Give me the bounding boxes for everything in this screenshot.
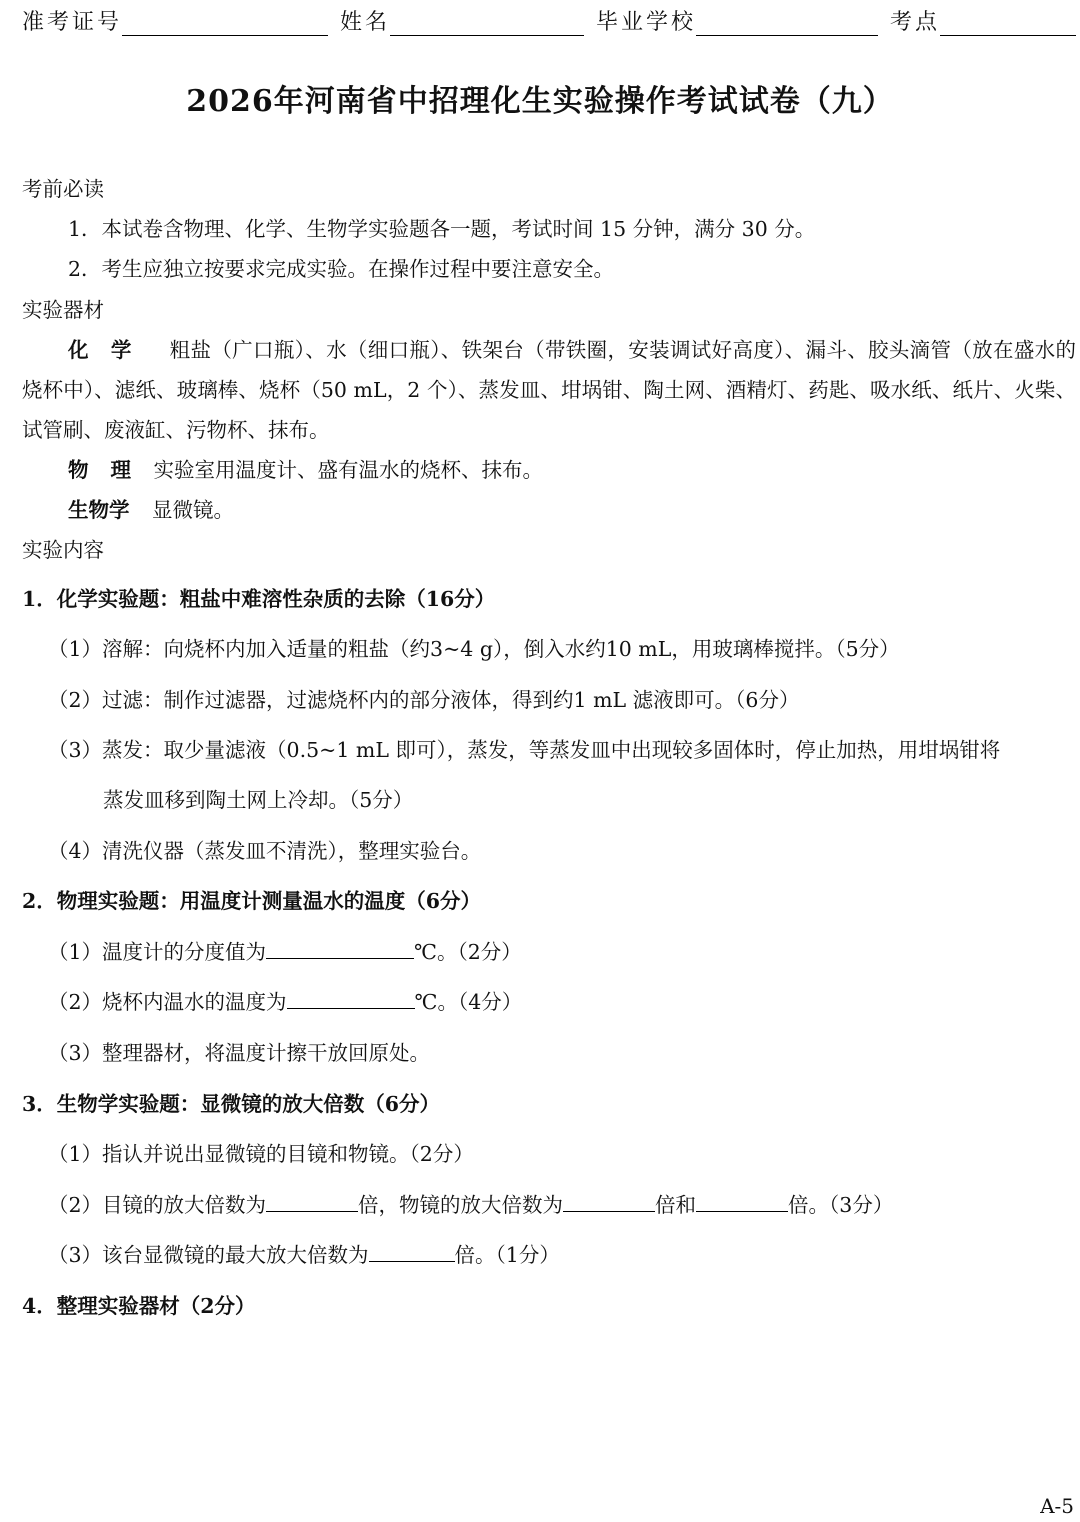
- name-blank[interactable]: [390, 11, 584, 36]
- question-3-step-2-mid: 倍，物镜的放大倍数为: [358, 1193, 564, 1217]
- name-label: 姓名: [340, 10, 391, 35]
- question-3-title: 3．生物学实验题：显微镜的放大倍数（6分）: [22, 1092, 441, 1116]
- notice-item: 2．考生应独立按要求完成实验。在操作过程中要注意安全。: [68, 257, 615, 281]
- school-blank[interactable]: [696, 11, 878, 36]
- page-title: 2026年河南省中招理化生实验操作考试试卷（九）: [186, 84, 894, 119]
- exam-header-row: [22, 2, 1078, 36]
- biology-materials: [68, 495, 1080, 525]
- chemistry-materials-text: 粗盐（广口瓶）、水（细口瓶）、铁架台（带铁圈，安装调试好高度）、漏斗、胶头滴管（放在盛水的烧杯中）、滤纸、玻璃棒、烧杯（50 mL，2 个）、蒸发皿、坩埚钳、陶土网、酒精灯、药匙、吸水纸、纸片、火柴、试管刷、废液缸、污物杯、抹布。: [22, 338, 1077, 442]
- question-1-step-3: （3）蒸发：取少量滤液（0.5~1 mL 即可），蒸发，等蒸发皿中出现较多固体时，停止加热，用坩埚钳将: [48, 738, 1001, 762]
- question-3-step-3: [48, 1240, 1080, 1270]
- physics-materials-text: 实验室用温度计、盛有温水的烧杯、抹布。: [153, 458, 544, 482]
- question-2-step-3: （3）整理器材，将温度计擦干放回原处。: [48, 1041, 431, 1065]
- exam-site-label: 考点: [890, 10, 941, 35]
- exam-number-blank[interactable]: [122, 11, 328, 36]
- scale-division-blank[interactable]: [266, 938, 414, 959]
- question-1-step-4: （4）清洗仪器（蒸发皿不清洗），整理实验台。: [48, 839, 482, 863]
- water-temperature-blank[interactable]: [287, 988, 415, 1009]
- content-heading: 实验内容: [22, 538, 104, 562]
- chemistry-label: 化学: [68, 338, 154, 362]
- max-magnification-blank[interactable]: [369, 1241, 455, 1262]
- objective-magnification-blank-2[interactable]: [696, 1191, 788, 1212]
- question-1-step-1: （1）溶解：向烧杯内加入适量的粗盐（约3~4 g），倒入水约10 mL，用玻璃棒搅拌。（5分）: [48, 637, 900, 661]
- page-number: A-5: [1040, 1494, 1074, 1518]
- chemistry-materials: [22, 330, 1076, 450]
- question-1-step-2: （2）过滤：制作过滤器，过滤烧杯内的部分液体，得到约1 mL 滤液即可。（6分）: [48, 688, 800, 712]
- question-4-title: 4．整理实验器材（2分）: [22, 1294, 256, 1318]
- question-2-step-1-text: （1）温度计的分度值为: [48, 940, 267, 964]
- physics-materials: [68, 455, 1080, 485]
- question-2-step-1-suffix: ℃。（2分）: [414, 940, 522, 964]
- question-2-step-2-suffix: ℃。（4分）: [414, 990, 523, 1014]
- question-2-step-1: [48, 937, 1080, 967]
- question-1-step-3-cont: 蒸发皿移到陶土网上冷却。（5分）: [103, 788, 414, 812]
- school-label: 毕业学校: [596, 10, 697, 35]
- question-3-step-3-text: （3）该台显微镜的最大放大倍数为: [48, 1243, 369, 1267]
- exam-number-label: 准考证号: [22, 10, 123, 35]
- materials-heading: 实验器材: [22, 298, 104, 322]
- question-3-step-2-suffix: 倍。（3分）: [788, 1193, 894, 1217]
- question-3-step-2-text: （2）目镜的放大倍数为: [48, 1193, 267, 1217]
- notice-item: 1．本试卷含物理、化学、生物学实验题各一题，考试时间 15 分钟，满分 30 分。: [68, 217, 816, 241]
- question-3-step-2-and: 倍和: [655, 1193, 697, 1217]
- biology-label: 生物学: [68, 498, 130, 522]
- question-2-step-2-text: （2）烧杯内温水的温度为: [48, 990, 287, 1014]
- question-3-step-3-suffix: 倍。（1分）: [454, 1243, 560, 1267]
- question-2-step-2: [48, 987, 1080, 1017]
- question-3-step-1: （1）指认并说出显微镜的目镜和物镜。（2分）: [48, 1142, 474, 1166]
- question-2-title: 2．物理实验题：用温度计测量温水的温度（6分）: [22, 889, 482, 913]
- notice-heading: 考前必读: [22, 177, 104, 201]
- question-3-step-2: [48, 1190, 1080, 1220]
- biology-materials-text: 显微镜。: [152, 498, 235, 522]
- question-1-title: 1．化学实验题：粗盐中难溶性杂质的去除（16分）: [22, 587, 496, 611]
- exam-site-blank[interactable]: [940, 11, 1076, 36]
- eyepiece-magnification-blank[interactable]: [266, 1191, 358, 1212]
- objective-magnification-blank-1[interactable]: [563, 1191, 655, 1212]
- physics-label: 物理: [68, 458, 153, 482]
